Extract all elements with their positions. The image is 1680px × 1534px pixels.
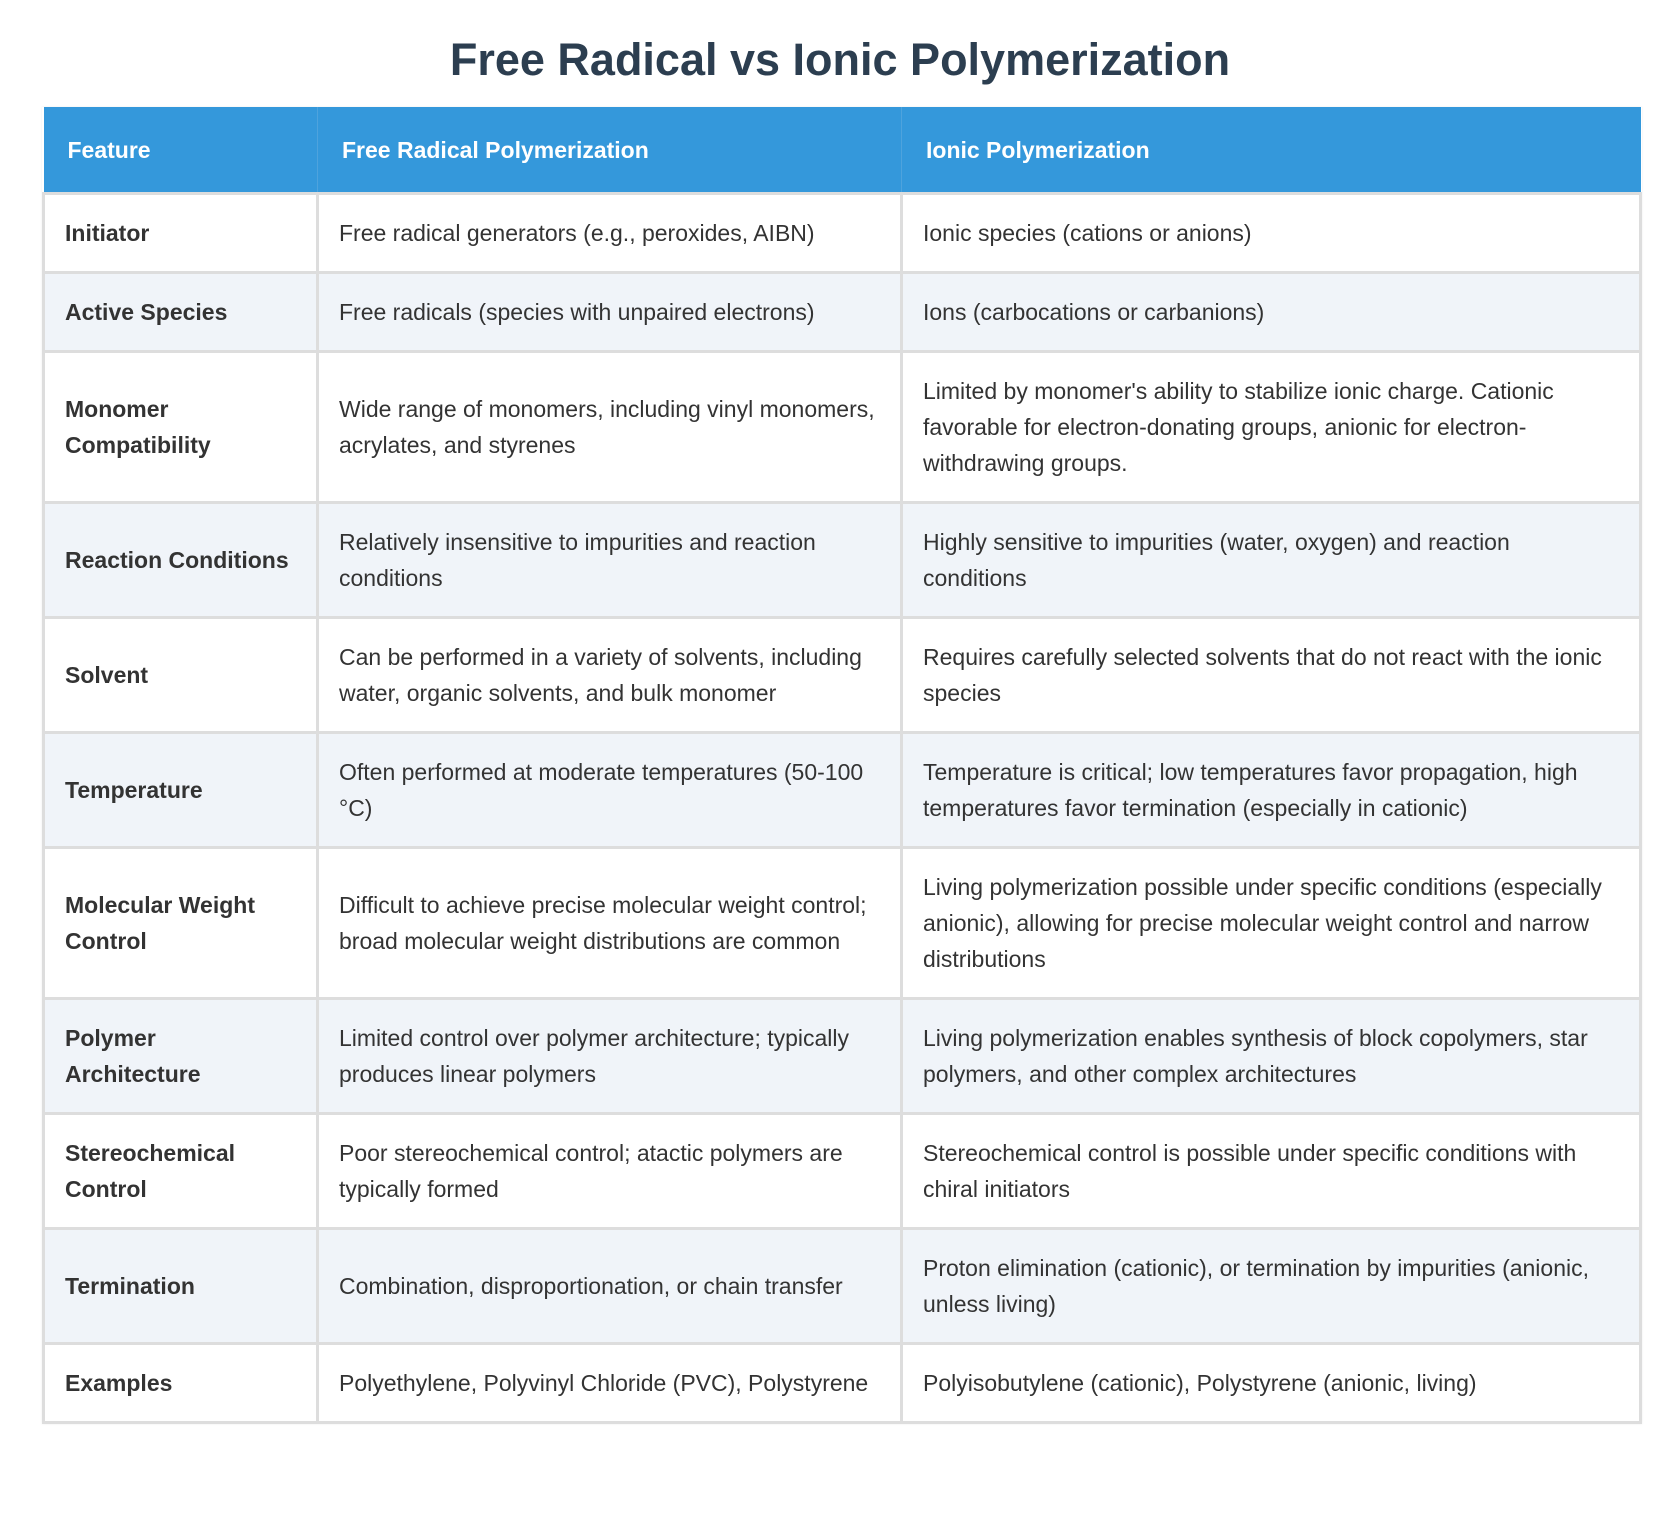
free-radical-cell: Can be performed in a variety of solvents, including water, organic solvents, and bulk monomer bbox=[318, 618, 902, 733]
page-title: Free Radical vs Ionic Polymerization bbox=[449, 34, 1231, 85]
table-row bbox=[44, 273, 1641, 352]
column-header-feature: Feature bbox=[44, 107, 318, 194]
free-radical-cell: Combination, disproportionation, or chain transfer bbox=[318, 1229, 902, 1344]
ionic-cell: Highly sensitive to impurities (water, oxygen) and reaction conditions bbox=[902, 503, 1641, 618]
ionic-cell: Temperature is critical; low temperatures favor propagation, high temperatures favor termination (especially in cationic) bbox=[902, 733, 1641, 848]
table-row bbox=[44, 1229, 1641, 1344]
feature-cell: Termination bbox=[44, 1229, 318, 1344]
free-radical-cell: Often performed at moderate temperatures (50-100 °C) bbox=[318, 733, 902, 848]
free-radical-cell: Poor stereochemical control; atactic polymers are typically formed bbox=[318, 1114, 902, 1229]
ionic-cell: Ionic species (cations or anions) bbox=[902, 194, 1641, 273]
ionic-cell: Stereochemical control is possible under specific conditions with chiral initiators bbox=[902, 1114, 1641, 1229]
table-row bbox=[44, 503, 1641, 618]
free-radical-cell: Limited control over polymer architecture; typically produces linear polymers bbox=[318, 999, 902, 1114]
ionic-cell: Living polymerization enables synthesis of block copolymers, star polymers, and other complex architectures bbox=[902, 999, 1641, 1114]
table-row bbox=[44, 999, 1641, 1114]
ionic-cell: Proton elimination (cationic), or termination by impurities (anionic, unless living) bbox=[902, 1229, 1641, 1344]
feature-cell: Reaction Conditions bbox=[44, 503, 318, 618]
feature-cell: Monomer Compatibility bbox=[44, 352, 318, 503]
table-header-row bbox=[44, 107, 1641, 194]
column-header-free-radical: Free Radical Polymerization bbox=[318, 107, 902, 194]
column-header-ionic: Ionic Polymerization bbox=[902, 107, 1641, 194]
table-row bbox=[44, 352, 1641, 503]
free-radical-cell: Relatively insensitive to impurities and reaction conditions bbox=[318, 503, 902, 618]
table-row bbox=[44, 848, 1641, 999]
feature-cell: Molecular Weight Control bbox=[44, 848, 318, 999]
comparison-table bbox=[42, 107, 1642, 1424]
feature-cell: Active Species bbox=[44, 273, 318, 352]
table-row bbox=[44, 194, 1641, 273]
feature-cell: Initiator bbox=[44, 194, 318, 273]
ionic-cell: Requires carefully selected solvents that do not react with the ionic species bbox=[902, 618, 1641, 733]
feature-cell: Stereochemical Control bbox=[44, 1114, 318, 1229]
free-radical-cell: Free radicals (species with unpaired electrons) bbox=[318, 273, 902, 352]
ionic-cell: Polyisobutylene (cationic), Polystyrene (anionic, living) bbox=[902, 1344, 1641, 1423]
table-row bbox=[44, 733, 1641, 848]
feature-cell: Solvent bbox=[44, 618, 318, 733]
table-row bbox=[44, 1114, 1641, 1229]
free-radical-cell: Wide range of monomers, including vinyl monomers, acrylates, and styrenes bbox=[318, 352, 902, 503]
ionic-cell: Living polymerization possible under specific conditions (especially anionic), allowing for precise molecular weight control and narrow distributions bbox=[902, 848, 1641, 999]
table-row bbox=[44, 618, 1641, 733]
free-radical-cell: Polyethylene, Polyvinyl Chloride (PVC), Polystyrene bbox=[318, 1344, 902, 1423]
feature-cell: Examples bbox=[44, 1344, 318, 1423]
ionic-cell: Limited by monomer's ability to stabilize ionic charge. Cationic favorable for electron-donating groups, anionic for electron-withdrawing groups. bbox=[902, 352, 1641, 503]
free-radical-cell: Difficult to achieve precise molecular weight control; broad molecular weight distributions are common bbox=[318, 848, 902, 999]
feature-cell: Temperature bbox=[44, 733, 318, 848]
feature-cell: Polymer Architecture bbox=[44, 999, 318, 1114]
ionic-cell: Ions (carbocations or carbanions) bbox=[902, 273, 1641, 352]
table-row bbox=[44, 1344, 1641, 1423]
free-radical-cell: Free radical generators (e.g., peroxides, AIBN) bbox=[318, 194, 902, 273]
